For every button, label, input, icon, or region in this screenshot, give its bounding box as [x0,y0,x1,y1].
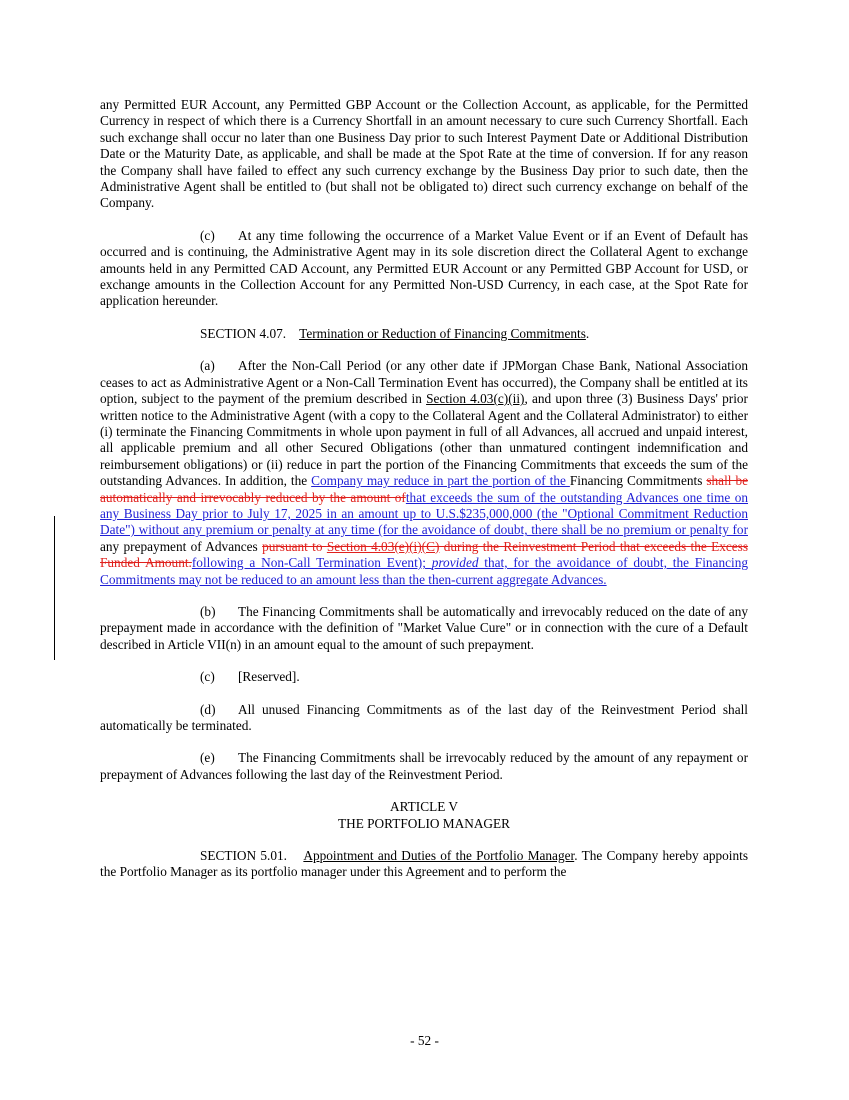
paragraph-c [100,228,748,310]
paragraph-intro: any Permitted EUR Account, any Permitted GBP Account or the Collection Account, as applicable, for the Permitted Currency in respect of which there is a Currency Shortfall in an amount necessary to cure such Currency Shortfall. Each such exchange shall occur no later than one Business Day prior to such Interest Payment Date or Additional Distribution Date or the Maturity Date, as applicable, and shall be made at the Spot Rate at the time of conversion. If for any reason the Company shall have failed to effect any such currency exchange by the Business Day prior to such date, then the Administrative Agent shall be entitled to (but shall not be obligated to) direct such currency exchange on behalf of the Company. [100,97,748,211]
paragraph-a-label: (a) [200,358,215,374]
paragraph-c-text: At any time following the occurrence of a Market Value Event or if an Event of Default has occurred and is continuing, the Administrative Agent may in its sole discretion direct the Collateral Agent to exchange amounts held in any Permitted CAD Account, any Permitted EUR Account or any Permitted GBP Account for USD, or exchange amounts in the Collection Account for any Permitted Non-USD Currency, in each case, at the Spot Rate for application hereunder. [100,227,748,309]
paragraph-e [100,750,748,783]
section-5-01-text: . The Company hereby appoints the Portfolio Manager as its portfolio manager under this Agreement and to perform the [100,848,749,880]
paragraph-a-text1: After the Non-Call Period (or any other date if JPMorgan Chase Bank, National Association ceases to act as Administrative Agent or a Non-Call Termination Event has occurred), the Company shall be entitled at its option, subject to the payment of the premium described in [100,358,748,407]
inserted-text-2: that exceeds the sum of the outstanding Advances one time on any Business Day prior to July 17, 2025 in an amount up to U.S.$235,000,000 (the "Optional Commitment Reduction Date") without any premium or penalty at any time (for the avoidance of doubt, there shall be no premium or penalty for [100,489,748,538]
page-number: - 52 - [410,1033,439,1048]
section-5-01-title: Appointment and Duties of the Portfolio Manager [303,848,575,864]
inserted-text-3b: that, for the avoidance of doubt, the Financing Commitments may not be reduced to an amount less than the then-current aggregate Advances. [100,555,748,587]
article-v-title: THE PORTFOLIO MANAGER [337,815,511,831]
paragraph-a-text3: Financing Commitments [569,473,707,489]
paragraph-b-text: The Financing Commitments shall be automatically and irrevocably reduced on the date of any prepayment made in accordance with the definition of "Market Value Cure" or in connection with the cure of a Default described in Article VII(n) in an amount equal to the amount of such prepayment. [100,603,748,652]
document-page [100,97,748,881]
deleted-section-reference: Section 4.03(e)(i)(C) [326,538,440,554]
deleted-text-1: shall be automatically and irrevocably reduced by the amount of [100,473,748,505]
paragraph-d-text: All unused Financing Commitments as of the last day of the Reinvestment Period shall automatically be terminated. [100,701,748,733]
deleted-text-2a: pursuant to [262,538,327,554]
paragraph-a-text4: any prepayment of Advances [100,538,263,554]
article-v-number: ARTICLE V [389,799,459,815]
paragraph-d [100,702,748,735]
paragraph-e-text: The Financing Commitments shall be irrevocably reduced by the amount of any repayment or prepayment of Advances following the last day of the Reinvestment Period. [100,750,748,782]
paragraph-d-label: (d) [200,701,216,717]
inserted-text-3a: following a Non-Call Termination Event); [191,555,432,571]
inserted-text-1: Company may reduce in part the portion of the [311,473,570,489]
paragraph-c-reserved [100,669,748,685]
section-4-07-period: . [585,325,590,341]
section-4-03-c-ii-reference: Section 4.03(c)(ii) [426,391,525,407]
paragraph-a [100,358,748,588]
revision-change-bar [54,516,55,660]
paragraph-a-text2: , and upon three (3) Business Days' prior written notice to the Administrative Agent (with a copy to the Collateral Agent and the Collateral Administrator) to either (i) terminate the Financing Commitments in whole upon payment in full of all Advances, all accrued and unpaid interest, all applicable premium and all other Secured Obligations (other than unmatured contingent indemnification and reimbursement obligations) or (ii) reduce in part the portion of the Financing Commitments that exceeds the sum of the outstanding Advances. In addition, the [100,391,748,489]
paragraph-c-label: (c) [200,227,215,243]
paragraph-e-label: (e) [200,750,215,766]
paragraph-b [100,604,748,653]
paragraph-b-label: (b) [200,603,216,619]
section-5-01-number: SECTION 5.01. [200,848,288,864]
section-4-07-number: SECTION 4.07. [200,325,287,341]
paragraph-c2-text: [Reserved]. [238,669,300,685]
section-5-01 [100,848,748,881]
inserted-italic-provided: provided [431,555,479,571]
paragraph-c2-label: (c) [200,669,215,685]
section-4-07-heading [100,326,748,342]
section-4-07-title: Termination or Reduction of Financing Commitments [299,325,586,341]
deleted-text-2b: during the Reinvestment Period that exceeds the Excess Funded Amount. [100,538,749,571]
